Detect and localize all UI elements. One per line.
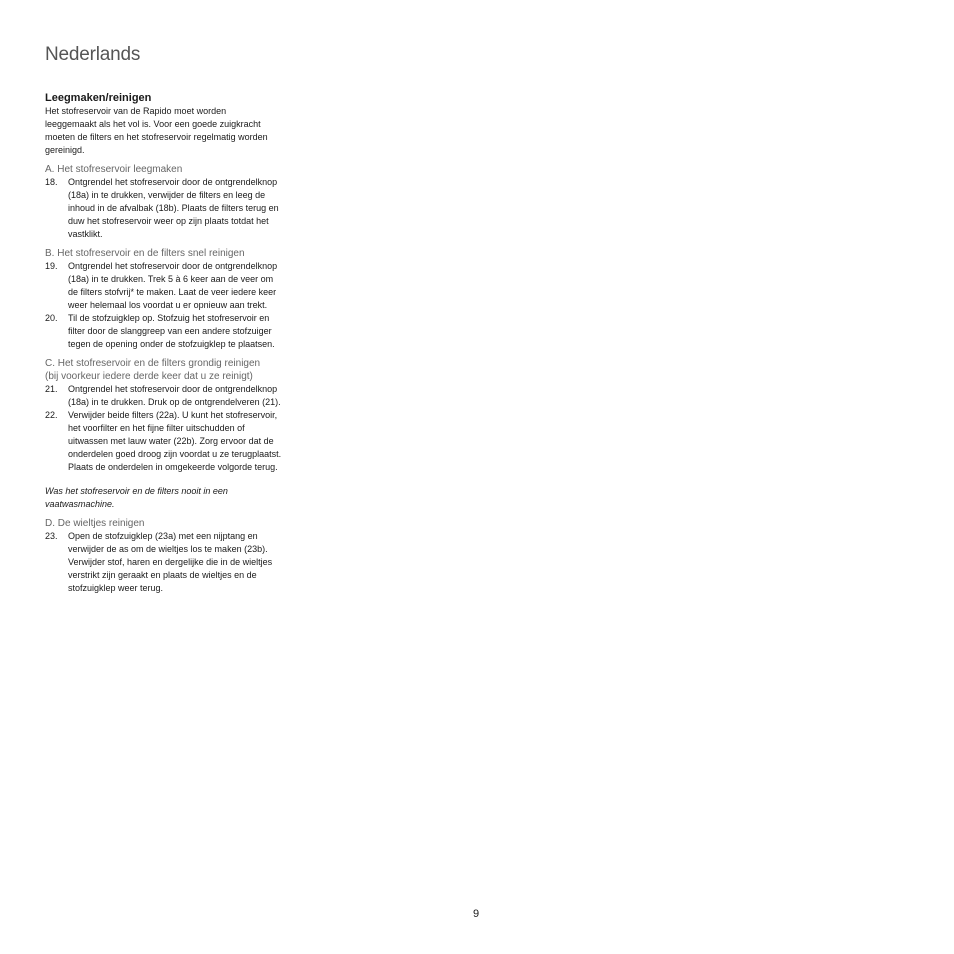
item-text xyxy=(68,530,330,595)
item-line: Verwijder stof, haren en dergelijke die in de wieltjes xyxy=(68,557,273,567)
subsection-heading-line: C. Het stofreservoir en de filters grondig reinigen xyxy=(45,358,261,369)
item-line: verstrikt zijn geraakt en plaats de wieltjes en de xyxy=(68,570,257,580)
item-line: verwijder de as om de wieltjes los te maken (23b). xyxy=(68,544,268,554)
list-item xyxy=(45,312,330,351)
list-item xyxy=(45,409,330,474)
item-line: (18a) in te drukken. Druk op de ontgrendelveren (21). xyxy=(68,397,281,407)
item-text xyxy=(68,176,330,241)
item-line: weer helemaal los voordat u er opnieuw aan trekt. xyxy=(68,300,268,310)
item-line: (18a) in te drukken, verwijder de filters en leeg de xyxy=(68,190,266,200)
list-item xyxy=(45,176,330,241)
item-number: 19. xyxy=(45,261,58,271)
page-number: 9 xyxy=(473,908,480,920)
item-line: het voorfilter en het fijne filter uitschudden of xyxy=(68,423,245,433)
item-line: Plaats de onderdelen in omgekeerde volgorde terug. xyxy=(68,462,278,472)
item-line: duw het stofreservoir weer op zijn plaats totdat het xyxy=(68,216,269,226)
intro-line: moeten de filters en het stofreservoir regelmatig worden xyxy=(45,132,268,142)
subsection-heading-line: B. Het stofreservoir en de filters snel reinigen xyxy=(45,248,245,259)
item-line: Ontgrendel het stofreservoir door de ontgrendelknop xyxy=(68,384,278,394)
subsection-heading-c xyxy=(45,357,330,383)
item-line: Open de stofzuigklep (23a) met een nijptang en xyxy=(68,531,258,541)
item-line: (18a) in te drukken. Trek 5 à 6 keer aan de veer om xyxy=(68,274,274,284)
item-number: 22. xyxy=(45,410,58,420)
language-title: Nederlands xyxy=(45,44,141,65)
item-line: uitwassen met lauw water (22b). Zorg ervoor dat de xyxy=(68,436,274,446)
item-text xyxy=(68,409,330,474)
content-column xyxy=(45,92,330,595)
item-line: filter door de slanggreep van een andere stofzuiger xyxy=(68,326,272,336)
item-line: onderdelen goed droog zijn voordat u ze terugplaatst. xyxy=(68,449,282,459)
item-text xyxy=(68,383,330,409)
item-line: inhoud in de afvalbak (18b). Plaats de filters terug en xyxy=(68,203,279,213)
intro-line: leeggemaakt als het vol is. Voor een goede zuigkracht xyxy=(45,119,261,129)
item-line: stofzuigklep weer terug. xyxy=(68,583,164,593)
intro-line: Het stofreservoir van de Rapido moet worden xyxy=(45,106,227,116)
subsection-heading-a xyxy=(45,163,330,176)
subsection-heading-d xyxy=(45,517,330,530)
intro-paragraph xyxy=(45,105,330,157)
item-line: Ontgrendel het stofreservoir door de ontgrendelknop xyxy=(68,177,278,187)
item-text xyxy=(68,312,330,351)
subsection-heading-line: D. De wieltjes reinigen xyxy=(45,518,145,529)
item-number: 18. xyxy=(45,177,58,187)
item-line: Verwijder beide filters (22a). U kunt het stofreservoir, xyxy=(68,410,278,420)
subsection-heading-line: (bij voorkeur iedere derde keer dat u ze reinigt) xyxy=(45,371,253,382)
item-number: 20. xyxy=(45,313,58,323)
item-line: vastklikt. xyxy=(68,229,103,239)
list-item xyxy=(45,260,330,312)
item-number: 21. xyxy=(45,384,58,394)
list-item xyxy=(45,383,330,409)
item-line: tegen de opening onder de stofzuigklep te plaatsen. xyxy=(68,339,275,349)
item-text xyxy=(68,260,330,312)
intro-line: gereinigd. xyxy=(45,145,85,155)
section-title: Leegmaken/reinigen xyxy=(45,92,152,104)
item-line: de filters stofvrij* te maken. Laat de veer iedere keer xyxy=(68,287,277,297)
note-line: Was het stofreservoir en de filters nooit in een xyxy=(45,486,228,496)
subsection-heading-line: A. Het stofreservoir leegmaken xyxy=(45,164,183,175)
note-line: vaatwasmachine. xyxy=(45,499,115,509)
list-item xyxy=(45,530,330,595)
item-line: Ontgrendel het stofreservoir door de ontgrendelknop xyxy=(68,261,278,271)
item-number: 23. xyxy=(45,531,58,541)
warning-note xyxy=(45,485,330,511)
item-line: Til de stofzuigklep op. Stofzuig het stofreservoir en xyxy=(68,313,270,323)
subsection-heading-b xyxy=(45,247,330,260)
